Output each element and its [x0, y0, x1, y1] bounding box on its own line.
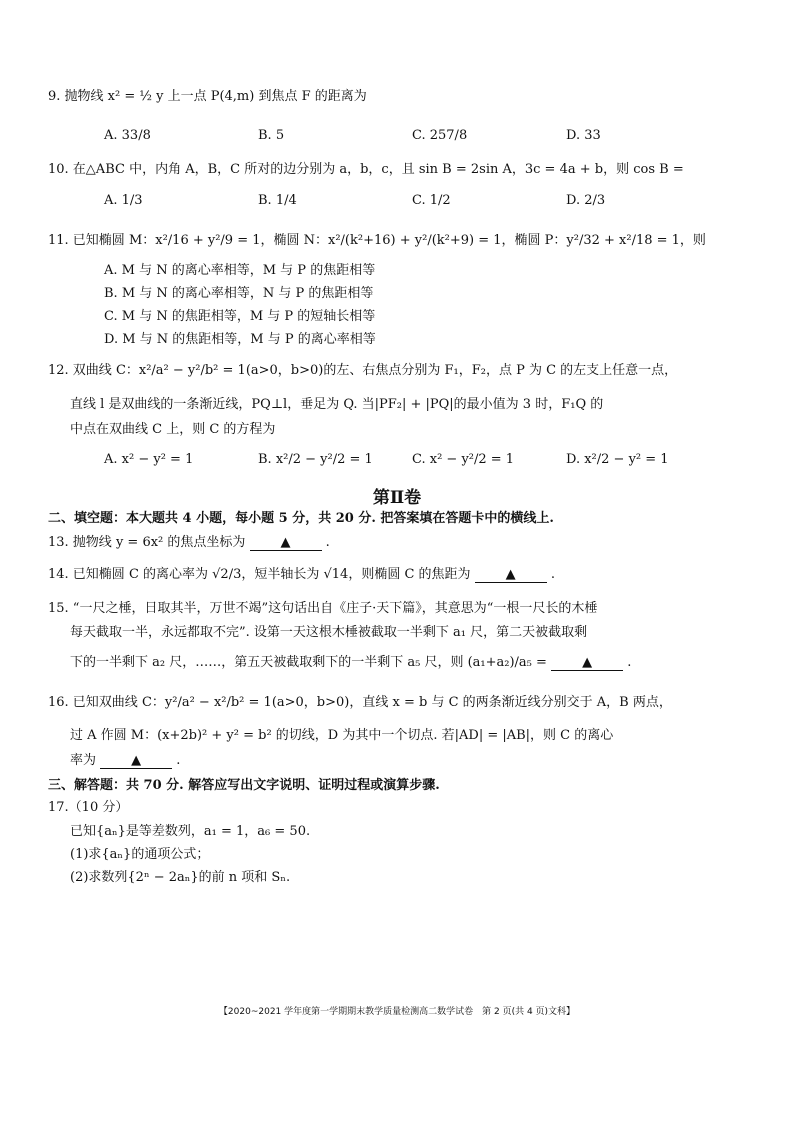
question-15-line-2: 每天截取一半，永远都取不完”. 设第一天这根木棰被截取一半剩下 a₁ 尺，第二天被截取剩: [70, 625, 588, 640]
blank-triangle-icon: ▲: [505, 567, 516, 582]
question-10-option-d: D. 2/3: [566, 193, 606, 208]
question-9-stem: 9. 抛物线 x² = ½ y 上一点 P(4,m) 到焦点 F 的距离为: [48, 89, 367, 104]
question-15-line-1: 15. “一尺之棰，日取其半，万世不竭”这句话出自《庄子·天下篇》，其意思为“一根一尺长的木棰: [48, 601, 598, 616]
part-3-heading: 三、解答题：共 70 分. 解答应写出文字说明、证明过程或演算步骤.: [48, 778, 440, 793]
question-10-option-a: A. 1/3: [104, 193, 143, 208]
question-16-tail: .: [176, 753, 181, 768]
answer-blank: [475, 567, 547, 583]
question-13-stem: 13. 抛物线 y = 6x² 的焦点坐标为: [48, 535, 246, 550]
question-9-option-b: B. 5: [258, 128, 285, 143]
question-15-line-3-text: 下的一半剩下 a₂ 尺，……，第五天被截取剩下的一半剩下 a₅ 尺，则 (a₁+a₂)/a₅ =: [70, 655, 547, 670]
question-14: [48, 566, 555, 584]
question-9-option-d: D. 33: [566, 128, 601, 143]
answer-blank: [551, 655, 623, 671]
question-13: [48, 534, 330, 552]
question-12-line-2: 直线 l 是双曲线的一条渐近线，PQ⊥l，垂足为 Q. 当|PF₂| + |PQ|的最小值为 3 时，F₁Q 的: [70, 397, 604, 412]
question-9-option-c: C. 257/8: [412, 128, 468, 143]
question-12-option-c: C. x² − y²/2 = 1: [412, 452, 515, 467]
question-13-tail: .: [325, 535, 330, 550]
question-10-option-b: B. 1/4: [258, 193, 297, 208]
question-16-line-3: [70, 752, 180, 770]
question-14-tail: .: [550, 567, 555, 582]
question-10-option-c: C. 1/2: [412, 193, 451, 208]
question-12-option-a: A. x² − y² = 1: [104, 452, 194, 467]
question-17-head: 17.（10 分）: [48, 800, 129, 815]
question-14-stem: 14. 已知椭圆 C 的离心率为 √2/3，短半轴长为 √14，则椭圆 C 的焦距为: [48, 567, 471, 582]
question-12-option-b: B. x²/2 − y²/2 = 1: [258, 452, 373, 467]
question-15-line-3: [70, 654, 631, 672]
question-11-option-a: A. M 与 N 的离心率相等，M 与 P 的焦距相等: [104, 263, 376, 278]
question-17-part-2: (2)求数列{2ⁿ − 2aₙ}的前 n 项和 Sₙ.: [70, 870, 291, 885]
blank-triangle-icon: ▲: [131, 753, 142, 768]
question-12-option-d: D. x²/2 − y² = 1: [566, 452, 669, 467]
question-17-part-1: (1)求{aₙ}的通项公式；: [70, 847, 210, 862]
blank-triangle-icon: ▲: [582, 655, 593, 670]
question-11-option-b: B. M 与 N 的离心率相等，N 与 P 的焦距相等: [104, 286, 374, 301]
blank-triangle-icon: ▲: [280, 535, 291, 550]
question-15-tail: .: [627, 655, 632, 670]
question-16-line-2: 过 A 作圆 M：(x+2b)² + y² = b² 的切线，D 为其中一个切点. 若|AD| = |AB|，则 C 的离心: [70, 728, 614, 743]
page-footer: 【2020~2021 学年度第一学期期末教学质量检测高二数学试卷 第 2 页(共 4 页)文科】: [218, 1007, 576, 1017]
question-16-line-3-text: 率为: [70, 753, 97, 768]
question-16-line-1: 16. 已知双曲线 C：y²/a² − x²/b² = 1(a>0，b>0)，直线 x = b 与 C 的两条渐近线分别交于 A，B 两点，: [48, 695, 672, 710]
answer-blank: [100, 753, 172, 769]
question-9-option-a: A. 33/8: [104, 128, 151, 143]
question-11-stem: 11. 已知椭圆 M：x²/16 + y²/9 = 1，椭圆 N：x²/(k²+16) + y²/(k²+9) = 1，椭圆 P：y²/32 + x²/18 = 1，则: [48, 233, 706, 248]
question-11-option-d: D. M 与 N 的焦距相等，M 与 P 的离心率相等: [104, 332, 376, 347]
answer-blank: [250, 535, 322, 551]
part-2-heading: 二、填空题：本大题共 4 小题，每小题 5 分，共 20 分. 把答案填在答题卡中的横线上.: [48, 511, 554, 526]
question-10-stem: 10. 在△ABC 中，内角 A，B，C 所对的边分别为 a，b，c，且 sin B = 2sin A，3c = 4a + b，则 cos B =: [48, 162, 684, 177]
question-17-given: 已知{aₙ}是等差数列，a₁ = 1，a₆ = 50.: [70, 824, 311, 839]
section-title: 第Ⅱ卷: [372, 488, 422, 508]
question-12-line-3: 中点在双曲线 C 上，则 C 的方程为: [70, 422, 276, 437]
question-11-option-c: C. M 与 N 的焦距相等，M 与 P 的短轴长相等: [104, 309, 376, 324]
question-12-line-1: 12. 双曲线 C：x²/a² − y²/b² = 1(a>0，b>0)的左、右焦点分别为 F₁，F₂，点 P 为 C 的左支上任意一点，: [48, 363, 678, 378]
